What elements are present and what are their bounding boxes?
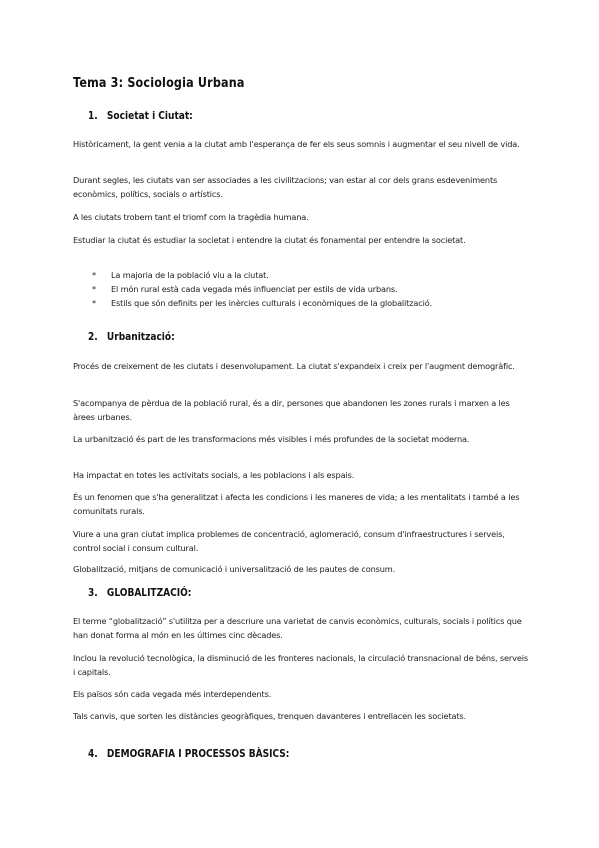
paragraph: Els països són cada vegada més interdependents. (73, 689, 272, 699)
paragraph: Tals canvis, que sorten les distàncies geogràfiques, trenquen davanteres i entrellacen les societats. (73, 711, 467, 721)
bullet-marker: * (92, 298, 96, 308)
paragraph: És un fenomen que s'ha generalitzat i afecta les condicions i les maneres de vida; a les mentalitats i també a les comunitats rurals. (73, 492, 520, 516)
section-title: Societat i Ciutat: (106, 110, 193, 122)
section-title: Urbanització: (106, 331, 175, 343)
paragraph: Viure a una gran ciutat implica problemes de concentració, aglomeració, consum d'infraestructures i serveis, control social i consum cultural. (73, 529, 505, 553)
paragraph: Estudiar la ciutat és estudiar la societat i entendre la ciutat és fonamental per entendre la societat. (73, 235, 466, 245)
paragraph: Procés de creixement de les ciutats i desenvolupament. La ciutat s'expandeix i creix per l'augment demogràfic. (73, 361, 515, 371)
section-number: 3. (88, 587, 98, 599)
list-item-text: Estils que són definits per les inèrcies culturals i econòmiques de la globalització. (111, 298, 432, 308)
section-number: 1. (88, 110, 98, 122)
document-title: Tema 3: Sociologia Urbana (73, 76, 245, 91)
paragraph: El terme “globalització” s'utilitza per a descriure una varietat de canvis econòmics, culturals, socials i polítics que han donat forma al món en les últimes cinc dècades. (73, 616, 522, 640)
section-number: 4. (88, 748, 98, 760)
paragraph: Inclou la revolució tecnològica, la disminució de les fronteres nacionals, la circulació transnacional de béns, serveis i capitals. (73, 653, 528, 677)
section-number: 2. (88, 331, 98, 343)
bullet-marker: * (92, 284, 96, 294)
paragraph: Durant segles, les ciutats van ser associades a les civilitzacions; van estar al cor dels grans esdeveniments econòmics, polítics, socials o artístics. (73, 175, 498, 199)
paragraph: Històricament, la gent venia a la ciutat amb l'esperança de fer els seus somnis i augmentar el seu nivell de vida. (73, 139, 520, 149)
section-heading-3 (88, 587, 191, 599)
paragraph: Globalització, mitjans de comunicació i universalització de les pautes de consum. (73, 564, 396, 574)
section-title: DEMOGRAFIA I PROCESSOS BÀSICS: (106, 748, 290, 760)
paragraph: La urbanització és part de les transformacions més visibles i més profundes de la societat moderna. (73, 434, 470, 444)
section-title: GLOBALITZACIÓ: (106, 587, 192, 599)
list-item-text: El món rural està cada vegada més influenciat per estils de vida urbans. (111, 284, 398, 294)
paragraph: S'acompanya de pèrdua de la població rural, és a dir, persones que abandonen les zones rurals i marxen a les àrees urbanes. (73, 398, 510, 422)
section-heading-2 (88, 331, 175, 343)
section-heading-1 (88, 110, 193, 122)
bullet-marker: * (92, 270, 96, 280)
section-heading-4 (88, 748, 289, 760)
list-item-text: La majoria de la població viu a la ciutat. (111, 270, 269, 280)
paragraph: Ha impactat en totes les activitats socials, a les poblacions i als espais. (73, 470, 355, 480)
paragraph: A les ciutats trobem tant el triomf com la tragèdia humana. (73, 212, 309, 222)
